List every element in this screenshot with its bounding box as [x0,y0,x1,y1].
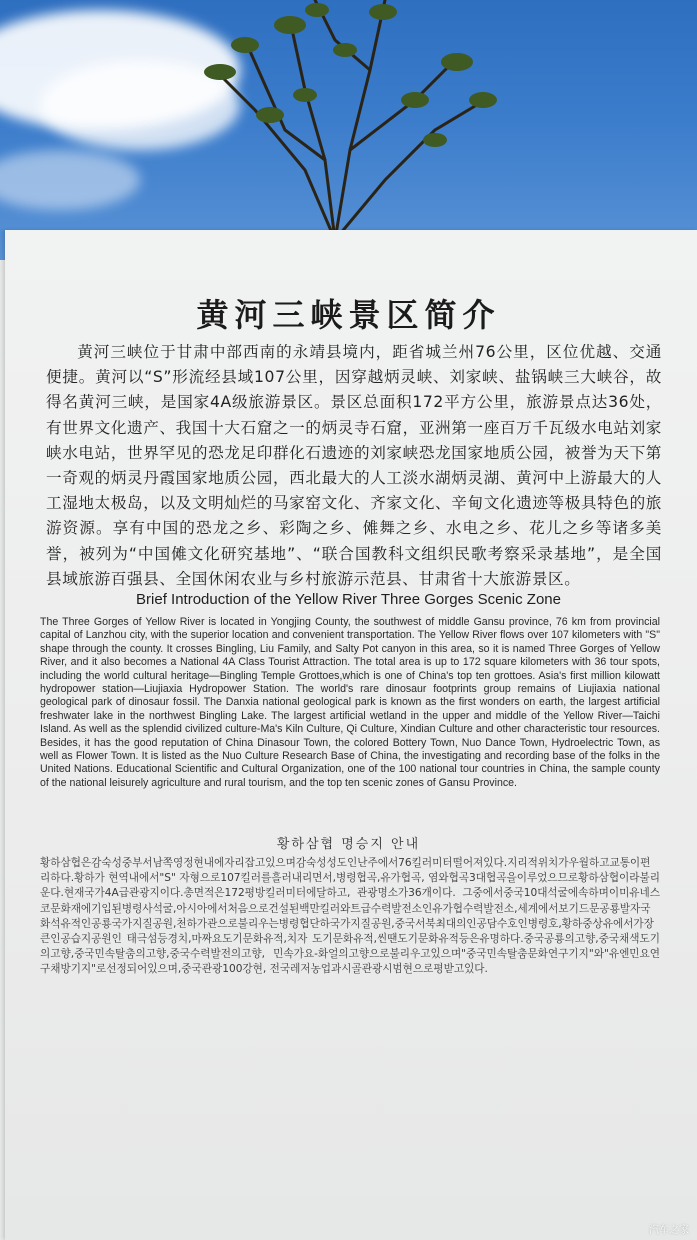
watermark-logo: 汽车之家 [649,1225,689,1236]
sign-title-english: Brief Introduction of the Yellow River Three Gorges Scenic Zone [136,591,561,608]
tree-branches-image [185,0,505,240]
sign-title-chinese: 黄河三峡景区简介 [196,296,501,334]
sign-title-korean: 황하삼협 명승지 안내 [276,837,421,852]
sign-body-chinese: 黄河三峡位于甘肃中部西南的永靖县境内，距省城兰州76公里，区位优越、交通便捷。黄河以“S”形流经县域107公里，因穿越炳灵峡、刘家峡、盐锅峡三大峡谷，故得名黄河三峡，是国家4A级旅游景区。景区总面积172平方公里，旅游景点达36处，有世界文化遗产、我国十大石窟之一的炳灵寺石窟，亚洲第一座百万千瓦级水电站刘家峡水电站，世界罕见的恐龙足印群化石遗迹的刘家峡恐龙国家地质公园，被誉为天下第一奇观的炳灵丹霞国家地质公园，西北最大的人工淡水湖炳灵湖、黄河中上游最大的人工湿地太极岛，以及文明灿烂的马家窑文化、齐家文化、辛甸文化遗迹等极具特色的旅游资源。享有中国的恐龙之乡、彩陶之乡、傩舞之乡、水电之乡、花儿之乡等诸多美誉，被列为“中国傩文化研究基地”、“联合国教科文组织民歌考察采录基地”，是全国县域旅游百强县、全国休闲农业与乡村旅游示范县、甘肃省十大旅游景区。 [46,343,662,588]
sky-background [0,0,697,260]
cloud [0,150,140,210]
sign-body-english: The Three Gorges of Yellow River is located in Yongjing County, the southwest of middle Gansu province, 76 km from provincial capital of Lanzhou city, with the superior location and convenient transportation. The Yellow River flows over 107 kilometers with "S" shape through the county. It crosses Bingling, Liu Family, and Salty Pot canyon in this area, so it is named Three Gorges of Yellow River, and it also becomes a National 4A Class Tourist Attraction. The total area is up to 172 square kilometers with 36 tour spots, including the world cultural heritage—Bingling Temple Grottoes,which is one of China's top ten grottoes. Asia's first million kilowatt hydropower station—Liujiaxia Hydropower Station. The world's rare dinosaur footprints group remains of Liujiaxia national geological park of dinosaur fossil. The Danxia national geological park is known as the first wonders on earth, the largest artificial freshwater lake in the northwest Bingling Lake. The largest artificial wetland in the upper and middle of the Yellow River—Taichi Island. As well as the splendid civilized culture-Ma's Kiln Culture, Qi Culture, Xindian Culture and other characteristic tour resources. Besides, it has the good reputation of China Dinasour Town, the colored Bottery Town, Nuo Dance Town, Hydroelectric Town, as well as Flower Town. It is listed as the Nuo Culture Research Base of China, the investigating and recording base of the folks in the United Nations. Educational Scientific and Cultural Organization, one of the 100 national tour countries in China, the sample county of the national leisurely agriculture and rural tourism, and the top ten scenic zones of Gansu Province. [40,616,660,789]
sign-body-korean: 황하삼협은감숙성중부서남쪽영정현내에자리잡고있으며감숙성성도인난주에서76킬러미터떨어져있다.지리적위치가우월하고교통이편리하다.황하가 현역내에서"S" 자형으로107킬러를흘러내리면서,병령협곡,유가협곡, 염와협곡3대협곡을이루었으므로황하삼협이라불리운다.현재국가4A급관광지이다.총면적은172평방킬러미터에달하고, 관광명소가36개이다. 그중에서중국10대석굴에속하며이미유네스코문화재에기입된병령사석굴,아시아에서처음으로건설된백만킬러와트급수력발전소인유가협수력발전소,세계에서보기드문공룡발자국화석유적인공룡국가지질공원,천하가관으로불리우는병령협단하국가지질공원,중국서북최대의인공담수호인병령호,황하중상유에서가장큰인공습지공원인 태극섬등경치,마짜요도기문화유적,치자 도기문화유적,씬땐도기문화유적등은유명하다.중국공룡의고향,중국채색도기의고향,중국민속탈춤의고향,중국수력발전의고향, 민속가요-화얼의고향으로불리우고있으며"중국민속탈춤문화연구기지"와"유엔민요연구채방기지"로선정되어있으며,중국관광100강현, 전국레저농업과시골관광시범현으로평받고있다. [40,857,660,976]
